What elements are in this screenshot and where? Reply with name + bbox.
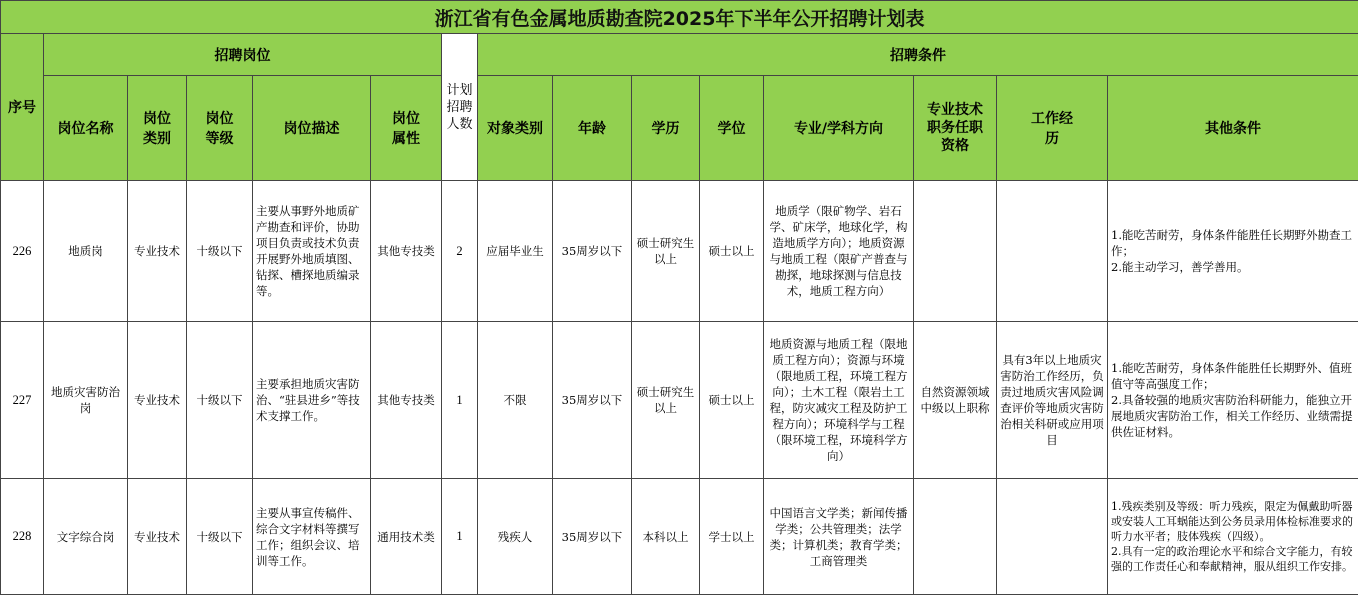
cell-degree: 硕士以上 — [700, 181, 764, 322]
cell-other: 1.能吃苦耐劳，身体条件能胜任长期野外、值班值守等高强度工作； 2.具备较强的地质灾害防治科研能力，能独立开展地质灾害防治工作，相关工作经历、业绩需提供佐证材料。 — [1108, 322, 1358, 479]
cell-post-type: 专业技术 — [128, 322, 187, 479]
cell-major: 地质资源与地质工程（限地质工程方向）；资源与环境（限地质工程，环境工程方向）；土木工程（限岩土工程，防灾减灾工程及防护工程方向）；环境科学与工程（限环境工程，环境科学方向） — [764, 322, 914, 479]
cell-post-name: 文字综合岗 — [44, 479, 128, 595]
header-major: 专业/学科方向 — [764, 76, 914, 181]
cell-post-desc: 主要从事宣传稿件、综合文字材料等撰写工作；组织会议、培训等工作。 — [253, 479, 371, 595]
cell-post-name: 地质灾害防治岗 — [44, 322, 128, 479]
cell-degree: 学士以上 — [700, 479, 764, 595]
cell-age: 35周岁以下 — [553, 181, 632, 322]
header-seq: 序号 — [1, 34, 44, 181]
cell-qualification — [914, 479, 997, 595]
cell-post-desc: 主要从事野外地质矿产勘查和评价，协助项目负责或技术负责开展野外地质填图、钻探、槽探地质编录等。 — [253, 181, 371, 322]
cell-post-level: 十级以下 — [187, 322, 253, 479]
header-target: 对象类别 — [478, 76, 553, 181]
table-row — [1, 479, 1358, 595]
cell-seq: 228 — [1, 479, 44, 595]
table-row — [1, 181, 1358, 322]
cell-post-attr: 通用技术类 — [371, 479, 442, 595]
cell-plan-count: 1 — [442, 479, 478, 595]
cell-seq: 227 — [1, 322, 44, 479]
cell-education: 本科以上 — [632, 479, 700, 595]
cell-other: 1.能吃苦耐劳，身体条件能胜任长期野外勘查工作； 2.能主动学习，善学善用。 — [1108, 181, 1358, 322]
header-education: 学历 — [632, 76, 700, 181]
header-other: 其他条件 — [1108, 76, 1358, 181]
cell-target: 不限 — [478, 322, 553, 479]
cell-post-name: 地质岗 — [44, 181, 128, 322]
cell-major: 地质学（限矿物学、岩石学、矿床学，地球化学，构造地质学方向）；地质资源与地质工程（限矿产普查与勘探，地球探测与信息技术，地质工程方向） — [764, 181, 914, 322]
cell-education: 硕士研究生以上 — [632, 181, 700, 322]
table-row — [1, 322, 1358, 479]
header-post-level: 岗位等级 — [187, 76, 253, 181]
header-qualification: 专业技术职务任职资格 — [914, 76, 997, 181]
cell-qualification — [914, 181, 997, 322]
cell-post-attr: 其他专技类 — [371, 181, 442, 322]
table-title: 浙江省有色金属地质勘查院2025年下半年公开招聘计划表 — [1, 1, 1358, 34]
cell-post-desc: 主要承担地质灾害防治、“驻县进乡”等技术支撑工作。 — [253, 322, 371, 479]
header-conditions-group: 招聘条件 — [478, 34, 1358, 76]
cell-other: 1.残疾类别及等级：听力残疾，限定为佩戴助听器或安装人工耳蜗能达到公务员录用体检标准要求的听力水平者；肢体残疾（四级）。 2.具有一定的政治理论水平和综合文字能力，有较强的工作责任心和奉献精神，服从组织工作安排。 — [1108, 479, 1358, 595]
header-post-attr: 岗位属性 — [371, 76, 442, 181]
cell-major: 中国语言文学类；新闻传播学类；公共管理类；法学类；计算机类；教育学类；工商管理类 — [764, 479, 914, 595]
cell-target: 应届毕业生 — [478, 181, 553, 322]
cell-experience — [997, 181, 1108, 322]
cell-experience — [997, 479, 1108, 595]
cell-post-level: 十级以下 — [187, 181, 253, 322]
cell-plan-count: 1 — [442, 322, 478, 479]
header-post-desc: 岗位描述 — [253, 76, 371, 181]
cell-degree: 硕士以上 — [700, 322, 764, 479]
cell-education: 硕士研究生以上 — [632, 322, 700, 479]
header-post-group: 招聘岗位 — [44, 34, 442, 76]
cell-age: 35周岁以下 — [553, 322, 632, 479]
cell-age: 35周岁以下 — [553, 479, 632, 595]
header-post-type: 岗位类别 — [128, 76, 187, 181]
cell-post-attr: 其他专技类 — [371, 322, 442, 479]
cell-post-type: 专业技术 — [128, 479, 187, 595]
header-degree: 学位 — [700, 76, 764, 181]
cell-experience: 具有3年以上地质灾害防治工作经历，负责过地质灾害风险调查评价等地质灾害防治相关科研或应用项目 — [997, 322, 1108, 479]
header-experience: 工作经历 — [997, 76, 1108, 181]
cell-target: 残疾人 — [478, 479, 553, 595]
header-age: 年龄 — [553, 76, 632, 181]
header-post-name: 岗位名称 — [44, 76, 128, 181]
header-plan-count: 计划招聘人数 — [442, 34, 478, 181]
cell-plan-count: 2 — [442, 181, 478, 322]
cell-post-type: 专业技术 — [128, 181, 187, 322]
cell-post-level: 十级以下 — [187, 479, 253, 595]
cell-qualification: 自然资源领域中级以上职称 — [914, 322, 997, 479]
cell-seq: 226 — [1, 181, 44, 322]
